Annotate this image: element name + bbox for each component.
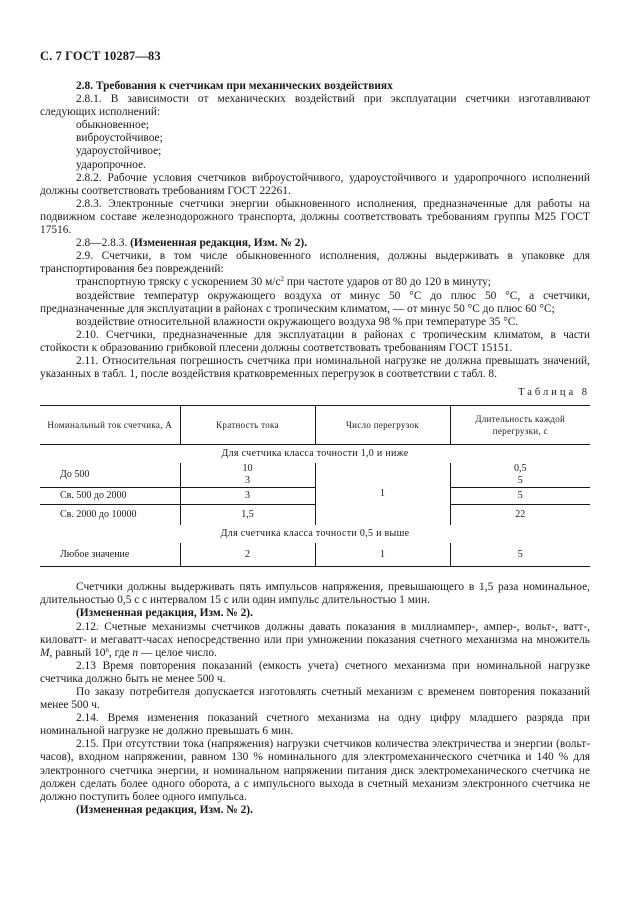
paragraph-2-11: 2.11. Относительная погрешность счетчика при номинальной нагрузке не должна превышать значений, указанных в табл. 1, после воздействия кратковременных перегрузок в соответствии с табл. 8. — [40, 354, 590, 381]
table-cell: 3 — [180, 488, 315, 505]
text-run: — целое число. — [138, 646, 217, 659]
paragraph-pulses: Счетчики должны выдерживать пять импульсов напряжения, превышающего в 1,5 раза номинальное, длительностью 0,5 с с интервалом 15 с или один импульс длительностью 1 мин. — [40, 581, 590, 607]
col-header: Кратность тока — [180, 406, 315, 445]
col-header: Номинальный ток счетчика, А — [40, 406, 180, 445]
table-cell: 1 — [315, 543, 450, 567]
paragraph-2-9-item: воздействие относительной влажности окружающего воздуха 98 % при температуре 35 °С. — [76, 315, 519, 328]
table-cell: 5 — [450, 543, 590, 567]
version-item: ударопрочное. — [76, 158, 146, 171]
cell-value: 0,5 — [514, 463, 527, 475]
paragraph-2-9-item: воздействие температур окружающего воздуха от минус 50 °С до плюс 50 °С, а счетчики, предназначенные для эксплуатации в районах с тропическим климатом, — от минус 50 °С до плюс 60 °С; — [40, 289, 590, 315]
text-run: М — [40, 646, 50, 659]
paragraph-2-9-item — [40, 276, 590, 289]
section-title: 2.8. Требования к счетчикам при механических воздействиях — [76, 80, 393, 92]
cell-value: 3 — [245, 475, 250, 487]
text-run: , равный 10 — [49, 646, 106, 659]
cell-value: 5 — [517, 475, 523, 487]
table-cell: 1,5 — [180, 505, 315, 525]
paragraph-2-13-b: По заказу потребителя допускается изготовлять счетный механизм с временем повторения показаний менее 500 ч. — [40, 686, 590, 712]
superscript: n — [105, 645, 109, 654]
edit-note-ref: 2.8—2.8.3. — [76, 237, 128, 250]
paragraph-2-12 — [40, 621, 590, 660]
paragraph-2-8-1: 2.8.1. В зависимости от механических воздействий при эксплуатации счетчики изготавливают следующих исполнений: — [40, 93, 590, 119]
table-cell: Св. 2000 до 10000 — [60, 509, 137, 520]
edit-note-text: (Измененная редакция, Изм. № 2). — [130, 237, 308, 250]
edit-note: (Измененная редакция, Изм. № 2). — [76, 607, 253, 620]
table-cell: 5 — [450, 488, 590, 505]
table-section: Для счетчика класса точности 0,5 и выше — [220, 527, 410, 539]
text-run: n — [132, 646, 139, 659]
text-run: , где — [108, 646, 133, 659]
text-run: 2.12. Счетные механизмы счетчиков должны давать показания в миллиампер-, ампер-, вольт-, ватт-, киловатт- и мегаватт-часах непосредственно или при умножении показания счетного механизма на множитель — [40, 620, 590, 646]
item-text: транспортную тряску с ускорением 30 м/с — [76, 276, 281, 289]
table-cell: Любое значение — [40, 543, 180, 567]
paragraph-2-9: 2.9. Счетчики, в том числе обыкновенного исполнения, должны выдерживать в упаковке для транспортирования без повреждений: — [40, 250, 590, 276]
table-cell: До 500 — [40, 463, 180, 488]
version-item: виброустойчивое; — [76, 132, 163, 145]
table-8 — [40, 405, 590, 567]
version-item: удароустойчивое; — [76, 145, 162, 158]
table-caption: Таблица 8 — [518, 387, 590, 399]
table-cell: 1 — [315, 463, 450, 525]
edit-note-2-8 — [40, 237, 590, 250]
table-cell — [180, 463, 315, 488]
paragraph-2-15: 2.15. При отсутствии тока (напряжения) нагрузки счетчиков количества электричества и энергии (вольт-часов), входном напряжении, равном 130 % номинального для электромеханического счетчика и 140 % для электронного счетчика энергии, и номинальном напряжении питания диск электромеханического счетчика не должен сделать более одного оборота, а с импульсного выхода в счетный механизм электронного счетчика не должно поступить более одного импульса. — [40, 738, 590, 803]
version-item: обыкновенное; — [76, 119, 150, 132]
paragraph-2-13: 2.13 Время повторения показаний (емкость учета) счетного механизма при номинальной нагрузке счетчика должно быть не менее 500 ч. — [40, 659, 590, 685]
document-body — [40, 80, 590, 817]
table-cell: 22 — [450, 505, 590, 525]
item-text: при частоте ударов от 80 до 120 в минуту; — [284, 276, 491, 289]
table-cell — [450, 463, 590, 488]
paragraph-2-14: 2.14. Время изменения показаний счетного механизма на одну цифру младшего разряда при номинальной нагрузке не должно превышать 6 мин. — [40, 712, 590, 738]
paragraph-2-8-2: 2.8.2. Рабочие условия счетчиков виброустойчивого, удароустойчивого и ударопрочного исполнений должны соответствовать требованиям ГОСТ 22261. — [40, 171, 590, 197]
edit-note: (Измененная редакция, Изм. № 2). — [76, 803, 253, 816]
table-cell: 2 — [180, 543, 315, 567]
col-header: Число перегрузок — [315, 406, 450, 445]
table-section: Для счетчика класса точности 1,0 и ниже — [221, 448, 409, 460]
cell-value: 10 — [242, 463, 253, 475]
table-cell: Св. 500 до 2000 — [40, 488, 180, 505]
col-header: Длительность каждой перегрузки, с — [450, 406, 590, 445]
paragraph-2-10: 2.10. Счетчики, предназначенные для эксплуатации в районах с тропическим климатом, в части стойкости к образованию грибковой плесени должны соответствовать требованиям ГОСТ 15151. — [40, 328, 590, 354]
page-header: С. 7 ГОСТ 10287—83 — [40, 49, 161, 63]
paragraph-2-8-3: 2.8.3. Электронные счетчики энергии обыкновенного исполнения, предназначенные для работы на подвижном составе железнодорожного транспорта, должны соответствовать требованиям группы М25 ГОСТ 17516. — [40, 197, 590, 237]
superscript: 2 — [280, 275, 285, 284]
